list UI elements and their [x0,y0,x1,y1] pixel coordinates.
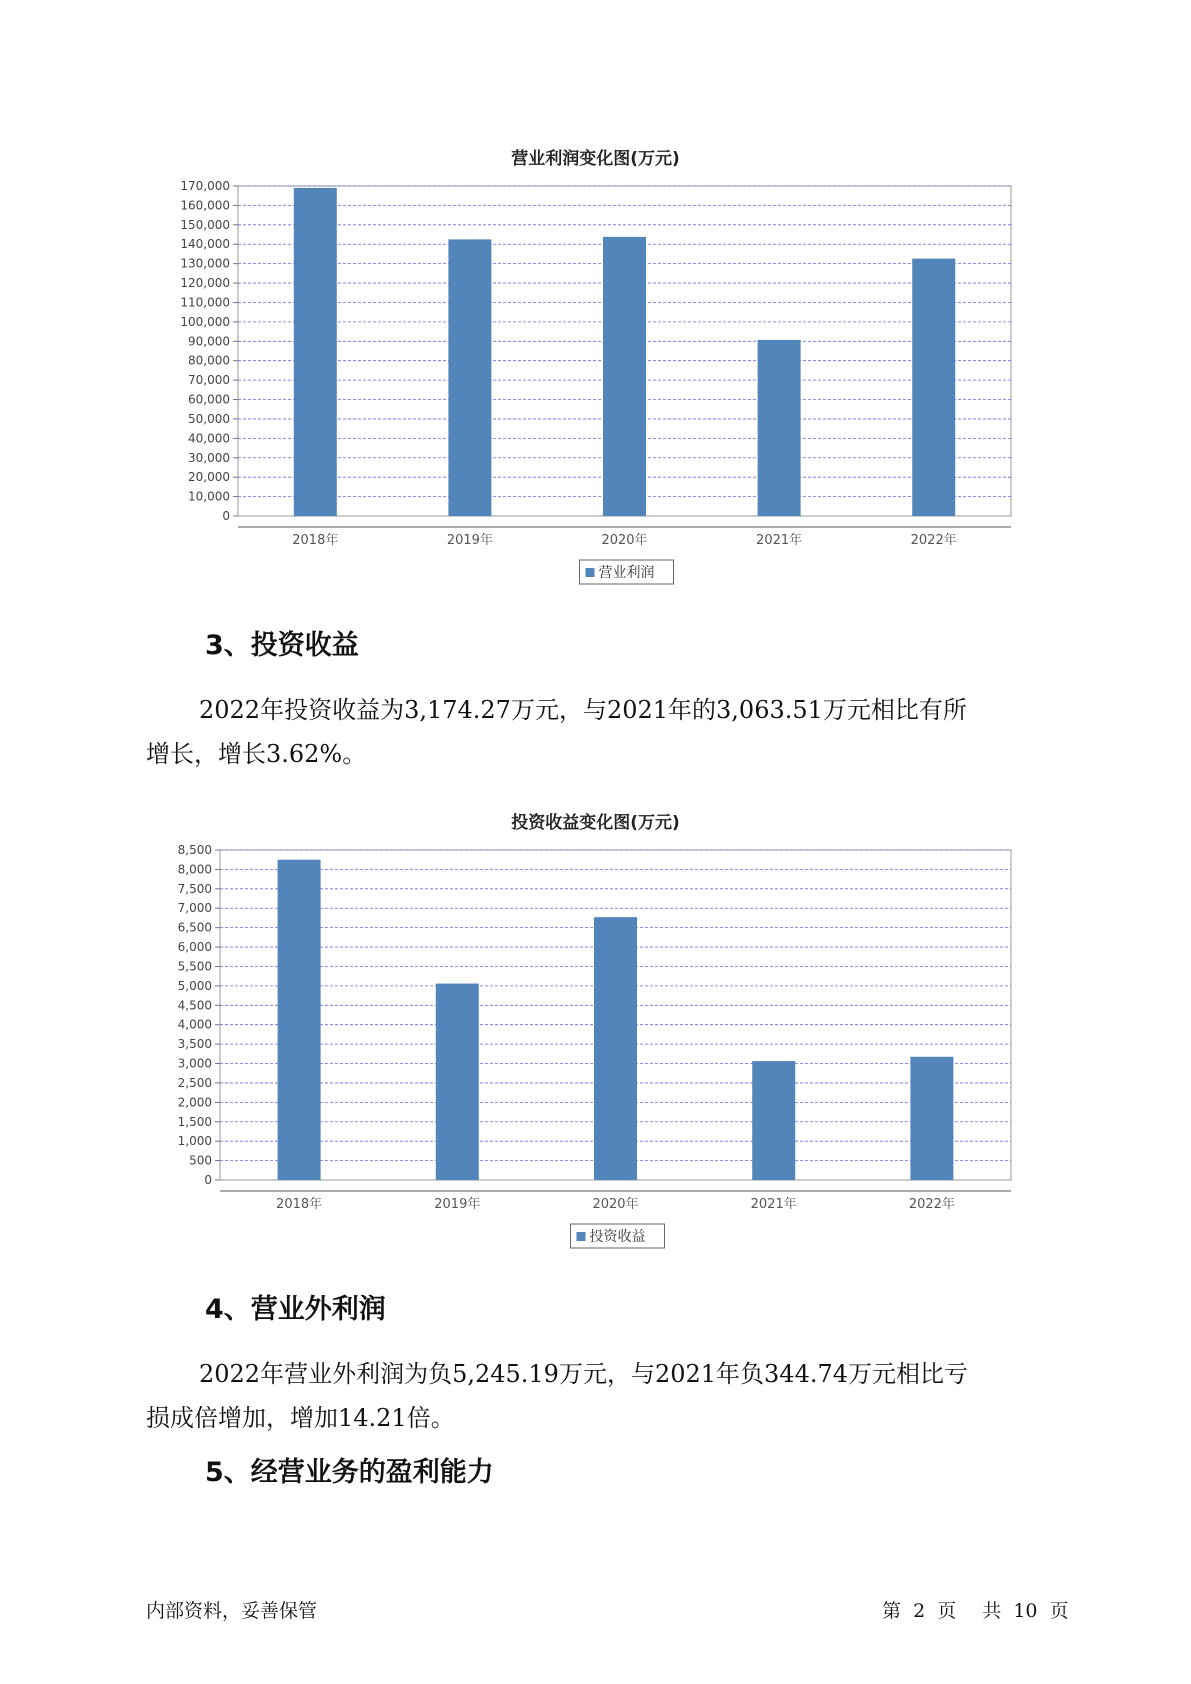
y-tick-label: 160,000 [180,198,230,213]
y-tick-label: 3,000 [177,1056,212,1071]
investment-income-chart [0,834,1191,1254]
y-tick-label: 7,000 [177,901,212,916]
y-tick-label: 1,000 [177,1134,212,1149]
y-tick-label: 4,000 [177,1017,212,1032]
y-tick-label: 150,000 [180,217,230,232]
x-tick-label: 2021年 [750,1197,797,1212]
y-tick-label: 1,500 [177,1114,212,1129]
bar-2022年 [912,259,955,516]
y-tick-label: 8,000 [177,862,212,877]
x-tick-label: 2022年 [908,1197,955,1212]
section-3-line-2: 增长，增长3.62%。 [146,740,367,768]
x-tick-label: 2020年 [601,533,648,548]
section-4-line-1: 2022年营业外利润为负5,245.19万元，与2021年负344.74万元相比亏 [199,1360,969,1388]
chart-title-investment-income: 投资收益变化图(万元) [511,813,680,833]
footer-page-number [882,1596,1075,1623]
footer-total-num: 10 [1013,1600,1038,1622]
operating-profit-chart [0,170,1191,590]
bar-2020年 [594,917,637,1180]
chart-title-operating-profit: 营业利润变化图(万元) [511,149,680,169]
y-tick-label: 2,000 [177,1095,212,1110]
legend-swatch [577,1232,586,1241]
y-tick-label: 7,500 [177,881,212,896]
section-5-heading: 5、经营业务的盈利能力 [205,1457,494,1488]
x-tick-label: 2020年 [592,1197,639,1212]
section-4-heading: 4、营业外利润 [205,1294,386,1325]
y-tick-label: 60,000 [188,392,230,407]
legend-label: 营业利润 [598,565,655,581]
y-tick-label: 10,000 [188,489,230,504]
footer-page-label: 第 [882,1600,902,1622]
y-tick-label: 3,500 [177,1037,212,1052]
y-tick-label: 40,000 [188,431,230,446]
y-tick-label: 70,000 [188,373,230,388]
y-tick-label: 50,000 [188,411,230,426]
footer-page-num: 2 [913,1600,926,1622]
y-tick-label: 30,000 [188,450,230,465]
y-tick-label: 170,000 [180,179,230,193]
y-tick-label: 20,000 [188,470,230,485]
y-tick-label: 110,000 [180,295,230,310]
x-tick-label: 2018年 [292,533,339,548]
bar-2021年 [758,340,801,516]
y-tick-label: 140,000 [180,237,230,252]
y-tick-label: 100,000 [180,314,230,329]
y-tick-label: 0 [222,509,230,523]
section-3-heading: 3、投资收益 [205,630,359,661]
x-tick-label: 2019年 [434,1197,481,1212]
y-tick-label: 5,500 [177,959,212,974]
footer-confidential-note: 内部资料，妥善保管 [146,1600,318,1622]
y-tick-label: 0 [204,1173,212,1187]
bar-2020年 [603,237,646,516]
y-tick-label: 120,000 [180,276,230,291]
bar-2022年 [910,1057,953,1180]
x-tick-label: 2018年 [276,1197,323,1212]
y-tick-label: 80,000 [188,353,230,368]
y-tick-label: 8,500 [177,843,212,857]
y-tick-label: 500 [189,1153,212,1168]
bar-2018年 [294,188,337,516]
bar-2021年 [752,1061,795,1180]
y-tick-label: 5,000 [177,978,212,993]
y-tick-label: 4,500 [177,998,212,1013]
section-3-paragraph [146,688,1046,776]
legend-swatch [586,568,595,577]
section-4-line-2: 损成倍增加，增加14.21倍。 [146,1404,455,1432]
section-4-paragraph [146,1352,1046,1440]
legend-label: 投资收益 [589,1229,646,1245]
x-tick-label: 2021年 [756,533,803,548]
x-tick-label: 2019年 [446,533,493,548]
footer-total-unit: 页 [1049,1600,1069,1622]
y-tick-label: 2,500 [177,1075,212,1090]
bar-2019年 [436,984,479,1180]
footer-page-unit: 页 [937,1600,957,1622]
footer-total-label: 共 [982,1600,1002,1622]
bar-2018年 [278,860,321,1180]
y-tick-label: 6,000 [177,940,212,955]
x-tick-label: 2022年 [910,533,957,548]
bar-2019年 [448,239,491,516]
y-tick-label: 6,500 [177,920,212,935]
section-3-line-1: 2022年投资收益为3,174.27万元，与2021年的3,063.51万元相比有所 [199,696,967,724]
y-tick-label: 90,000 [188,334,230,349]
y-tick-label: 130,000 [180,256,230,271]
